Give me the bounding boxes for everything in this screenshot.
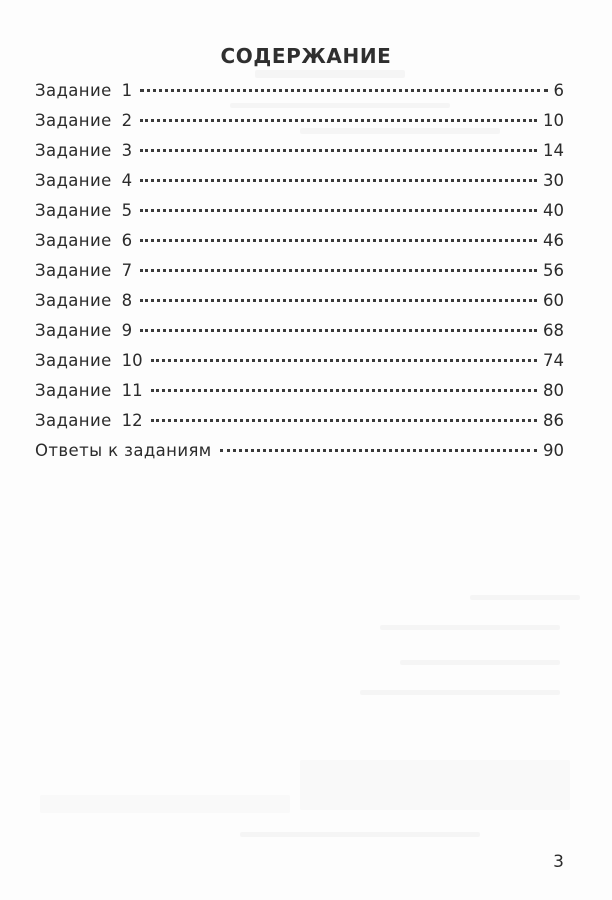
toc-entry-number: 9 <box>121 321 133 340</box>
dot-leader <box>140 119 537 122</box>
toc-entry-word: Задание <box>35 231 112 250</box>
toc-entry-label <box>35 286 132 316</box>
toc-entry[interactable] <box>35 346 564 376</box>
toc-entry[interactable] <box>35 136 564 166</box>
toc-entry-word: Задание <box>35 111 112 130</box>
dot-leader <box>140 89 547 92</box>
dot-leader <box>220 449 537 452</box>
dot-leader <box>140 209 537 212</box>
toc-entry-word: Задание <box>35 81 112 100</box>
toc-entry-number: 10 <box>121 351 143 370</box>
toc-entry-label <box>35 136 132 166</box>
toc-entry-number: 3 <box>121 141 133 160</box>
page-number: 3 <box>553 852 564 872</box>
show-through-smudge <box>470 595 580 600</box>
toc-entry-label <box>35 166 132 196</box>
show-through-smudge <box>40 795 290 813</box>
show-through-smudge <box>240 832 480 837</box>
dot-leader <box>151 359 537 362</box>
toc-entry[interactable] <box>35 166 564 196</box>
toc-entry-page: 86 <box>543 411 564 430</box>
toc-entry[interactable] <box>35 76 564 106</box>
show-through-smudge <box>380 625 560 630</box>
dot-leader <box>151 419 537 422</box>
toc-entry-word: Ответы к заданиям <box>35 441 212 460</box>
toc-entry-number: 8 <box>121 291 133 310</box>
toc-entry-page: 68 <box>543 321 564 340</box>
toc-entry-word: Задание <box>35 171 112 190</box>
show-through-smudge <box>300 760 570 810</box>
toc-entry-number: 2 <box>121 111 133 130</box>
toc-entry-word: Задание <box>35 381 112 400</box>
toc-entry-page: 40 <box>543 201 564 220</box>
toc-entry-page: 6 <box>553 81 564 100</box>
toc-entry[interactable] <box>35 406 564 436</box>
toc-entry-word: Задание <box>35 201 112 220</box>
toc-entry-word: Задание <box>35 291 112 310</box>
toc-entry-page: 46 <box>543 231 564 250</box>
toc-entry-page: 74 <box>543 351 564 370</box>
show-through-smudge <box>400 660 560 665</box>
toc-entry-number: 1 <box>121 81 133 100</box>
toc-entry[interactable] <box>35 256 564 286</box>
dot-leader <box>140 269 537 272</box>
dot-leader <box>151 389 537 392</box>
toc-entry-page: 60 <box>543 291 564 310</box>
toc-entry-number: 11 <box>121 381 143 400</box>
toc-entry[interactable] <box>35 196 564 226</box>
toc-entry[interactable] <box>35 106 564 136</box>
toc-entry-word: Задание <box>35 261 112 280</box>
toc-entry-page: 80 <box>543 381 564 400</box>
toc-entry-word: Задание <box>35 141 112 160</box>
dot-leader <box>140 329 537 332</box>
toc-entry-label <box>35 226 132 256</box>
toc-entry-word: Задание <box>35 321 112 340</box>
dot-leader <box>140 149 537 152</box>
toc-entry-label <box>35 436 212 466</box>
toc-entry[interactable] <box>35 286 564 316</box>
dot-leader <box>140 299 537 302</box>
toc-entry-page: 56 <box>543 261 564 280</box>
toc-entry[interactable] <box>35 316 564 346</box>
toc-entry-number: 12 <box>121 411 143 430</box>
toc-entry-label <box>35 196 132 226</box>
toc-entry-label <box>35 106 132 136</box>
toc-entry[interactable] <box>35 376 564 406</box>
toc-entry-label <box>35 406 143 436</box>
toc-entry-word: Задание <box>35 411 112 430</box>
toc-entry-page: 30 <box>543 171 564 190</box>
dot-leader <box>140 179 537 182</box>
toc-entry-word: Задание <box>35 351 112 370</box>
toc-entry-page: 90 <box>543 441 564 460</box>
page-title: СОДЕРЖАНИЕ <box>220 44 392 68</box>
toc-entry-label <box>35 256 132 286</box>
toc-entry-label <box>35 76 132 106</box>
toc-entry-label <box>35 316 132 346</box>
toc-entry-number: 4 <box>121 171 133 190</box>
toc-entry-number: 7 <box>121 261 133 280</box>
toc-entry-number: 5 <box>121 201 133 220</box>
toc-entry-number: 6 <box>121 231 133 250</box>
toc-entry-label <box>35 376 143 406</box>
toc-entry-page: 14 <box>543 141 564 160</box>
toc-entry-label <box>35 346 143 376</box>
toc-entry[interactable] <box>35 226 564 256</box>
table-of-contents <box>35 76 564 466</box>
toc-entry-page: 10 <box>543 111 564 130</box>
dot-leader <box>140 239 537 242</box>
show-through-smudge <box>360 690 560 695</box>
toc-entry[interactable] <box>35 436 564 466</box>
